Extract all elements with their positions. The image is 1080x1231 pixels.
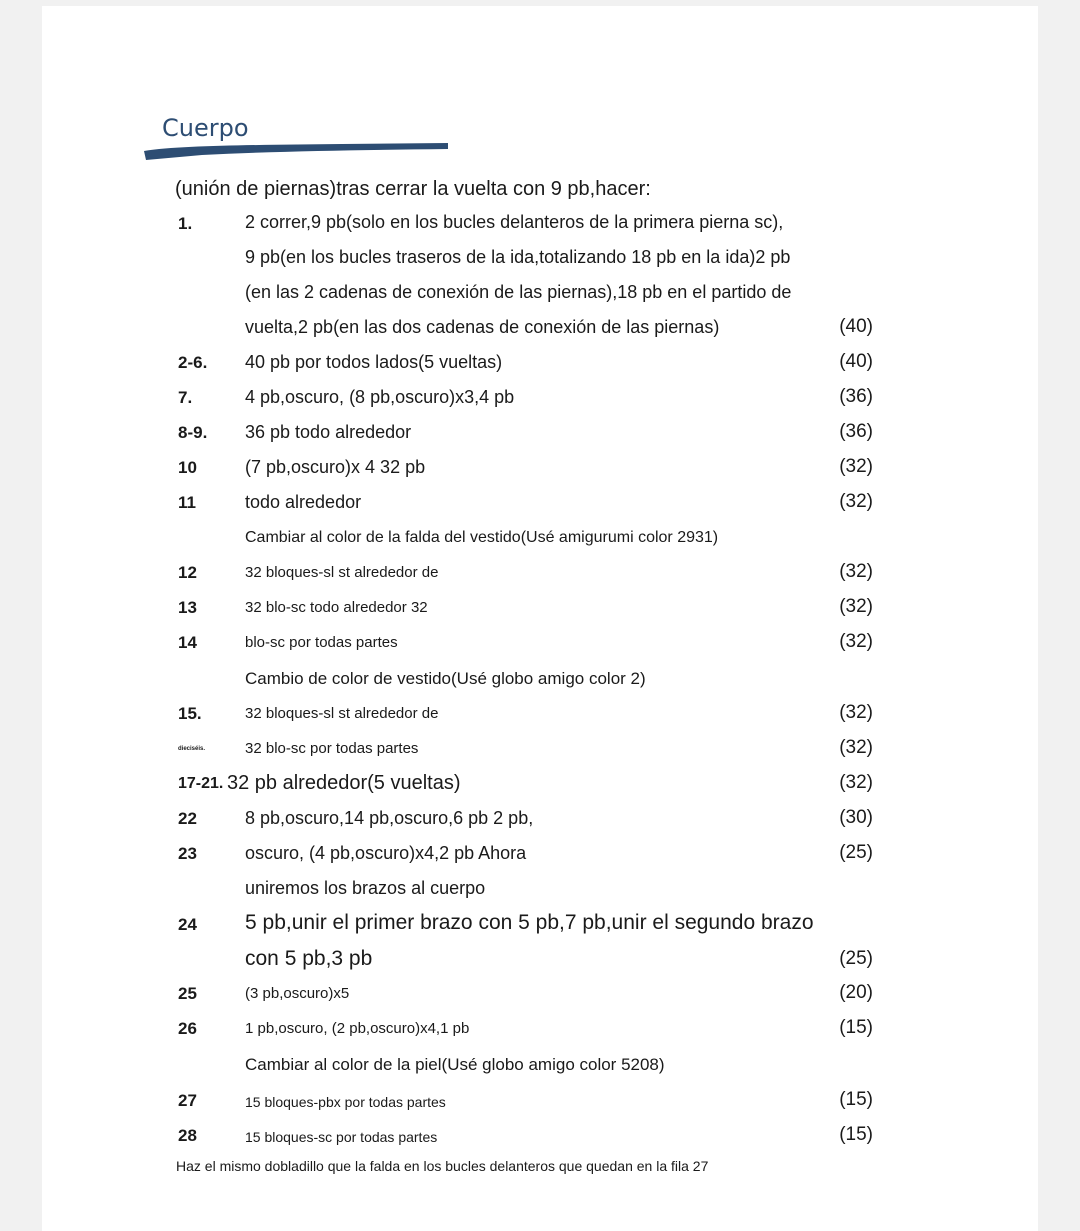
row-text: 9 pb(en los bucles traseros de la ida,totalizando 18 pb en la ida)2 pb [245,247,791,267]
pattern-row [0,558,1080,592]
row-text: con 5 pb,3 pb [245,947,373,970]
row-text: 32 blo-sc por todas partes [245,740,419,757]
row-text: 15 bloques-sc por todas partes [245,1129,438,1145]
stitch-count: (30) [839,807,873,828]
stitch-count: (15) [839,1017,873,1038]
pattern-row [0,1014,1080,1048]
pattern-row-continuation [0,874,1080,908]
note-text: uniremos los brazos al cuerpo [245,878,486,898]
pattern-row [0,804,1080,838]
row-number: 24 [178,915,197,934]
pattern-row [0,383,1080,417]
row-number: 1. [178,214,193,233]
stitch-count: (32) [839,456,873,477]
stitch-count: (15) [839,1089,873,1110]
row-number: 11 [178,493,196,512]
row-text: 15 bloques-pbx por todas partes [245,1094,446,1110]
stitch-count: (20) [839,982,873,1003]
pattern-row [0,628,1080,662]
row-text: oscuro, (4 pb,oscuro)x4,2 pb Ahora [245,843,527,863]
footer-note: Haz el mismo dobladillo que la falda en los bucles delanteros que quedan en la fila 27 [176,1158,709,1174]
row-number: 10 [178,458,197,477]
color-change-note [0,524,1080,558]
pattern-row [0,453,1080,487]
stitch-count: (36) [839,386,873,407]
color-change-note [0,664,1080,698]
row-number: 12 [178,563,197,582]
row-text: (3 pb,oscuro)x5 [245,985,350,1002]
row-number: 2-6. [178,353,208,372]
row-number: 7. [178,388,193,407]
row-number: 13 [178,598,197,617]
row-text: 32 blo-sc todo alrededor 32 [245,599,428,616]
row-text: (7 pb,oscuro)x 4 32 pb [245,457,426,477]
row-text: 8 pb,oscuro,14 pb,oscuro,6 pb 2 pb, [245,808,534,828]
row-text: 5 pb,unir el primer brazo con 5 pb,7 pb,unir el segundo brazo [245,911,814,934]
pattern-row [0,734,1080,768]
row-number: 23 [178,844,197,863]
row-text: 40 pb por todos lados(5 vueltas) [245,352,503,372]
pattern-row [0,909,1080,943]
stitch-count: (32) [839,737,873,758]
row-number: 14 [178,633,197,652]
stitch-count: (32) [839,631,873,652]
row-text: 32 bloques-sl st alrededor de [245,705,439,722]
row-text: 32 pb alrededor(5 vueltas) [227,772,461,794]
pattern-row [0,208,1080,242]
row-text: (en las 2 cadenas de conexión de las piernas),18 pb en el partido de [245,282,792,302]
stitch-count: (32) [839,561,873,582]
stitch-count: (32) [839,491,873,512]
stitch-count: (32) [839,596,873,617]
stitch-count: (15) [839,1124,873,1145]
row-number: 22 [178,809,197,828]
row-text: 32 bloques-sl st alrededor de [245,564,439,581]
intro-text: (unión de piernas)tras cerrar la vuelta con 9 pb,hacer: [175,178,651,200]
note-text: Cambiar al color de la piel(Usé globo amigo color 5208) [245,1055,665,1074]
stitch-count: (25) [839,842,873,863]
note-text: Cambiar al color de la falda del vestido(Usé amigurumi color 2931) [245,529,719,546]
row-text: 4 pb,oscuro, (8 pb,oscuro)x3,4 pb [245,387,515,407]
stitch-count: (36) [839,421,873,442]
row-text: blo-sc por todas partes [245,634,398,651]
row-text: 1 pb,oscuro, (2 pb,oscuro)x4,1 pb [245,1020,470,1037]
row-number: 28 [178,1126,197,1145]
pattern-row [0,699,1080,733]
stitch-count: (40) [839,316,873,337]
row-number: 27 [178,1091,197,1110]
pattern-row [0,1121,1080,1155]
pattern-row [0,488,1080,522]
pattern-row [0,769,1080,803]
row-number: dieciséis. [178,746,206,752]
row-text: todo alrededor [245,492,362,512]
color-change-note [0,1050,1080,1084]
row-text: 36 pb todo alrededor [245,422,412,442]
pattern-row [0,593,1080,627]
pattern-row-continuation [0,313,1080,347]
stitch-count: (32) [839,702,873,723]
section-title: Cuerpo [162,114,249,142]
pattern-row-continuation [0,243,1080,277]
pattern-row [0,348,1080,382]
pattern-row [0,1086,1080,1120]
row-number: 25 [178,984,197,1003]
row-text: 2 correr,9 pb(solo en los bucles delanteros de la primera pierna sc), [245,212,784,232]
row-number: 26 [178,1019,197,1038]
stitch-count: (25) [839,948,873,969]
title-underline-bar [142,141,450,161]
pattern-row-continuation [0,944,1080,978]
row-number: 15. [178,704,202,723]
pattern-row [0,839,1080,873]
row-text: vuelta,2 pb(en las dos cadenas de conexión de las piernas) [245,317,720,337]
pattern-row-continuation [0,278,1080,312]
pattern-row [0,418,1080,452]
stitch-count: (40) [839,351,873,372]
note-text: Cambio de color de vestido(Usé globo amigo color 2) [245,669,646,688]
stitch-count: (32) [839,772,873,793]
row-number: 8-9. [178,423,208,442]
row-number: 17-21. [178,775,224,792]
pattern-row [0,979,1080,1013]
